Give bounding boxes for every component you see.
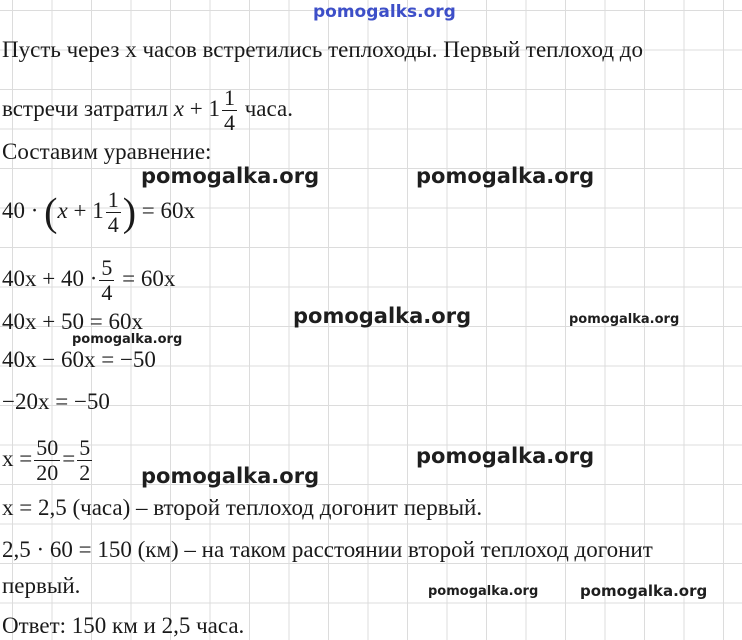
mixed-fraction	[222, 86, 237, 135]
eq6-f1-denominator: 20	[36, 460, 59, 485]
eq1-left: 40 ·	[2, 197, 39, 223]
eq2-fraction	[99, 256, 114, 305]
line-2-suffix: часа.	[244, 95, 293, 121]
eq1-right: = 60x	[141, 197, 196, 223]
line-2-prefix: встречи затратил	[2, 95, 169, 121]
text-line-2	[2, 86, 293, 135]
watermark-6: pomogalka.org	[416, 444, 595, 468]
text-line-3: Составим уравнение:	[2, 139, 212, 164]
eq6-fraction-1	[34, 436, 60, 485]
watermark-1: pomogalka.org	[141, 164, 320, 188]
eq1-plus: + 1	[73, 197, 104, 223]
eq6-equals: =	[62, 445, 76, 471]
eq2-fraction-numerator: 5	[101, 255, 113, 280]
eq6-fraction-2	[77, 436, 92, 485]
fraction-denominator: 4	[223, 110, 235, 135]
watermark-top: pomogalks.org	[313, 2, 456, 22]
eq6-f2-numerator: 5	[79, 435, 91, 460]
answer-line: Ответ: 150 км и 2,5 часа.	[2, 613, 245, 638]
eq1-x: x	[57, 197, 68, 223]
eq6-f1-numerator: 50	[36, 435, 59, 460]
eq2-right: = 60x	[122, 265, 176, 291]
eq1-fraction	[106, 188, 121, 237]
eq6-f2-denominator: 2	[79, 460, 91, 485]
equation-6	[2, 436, 94, 485]
right-paren: )	[122, 189, 137, 235]
watermark-4: pomogalka.org	[569, 312, 680, 327]
eq6-left: x =	[2, 445, 33, 471]
watermark-3: pomogalka.org	[293, 304, 472, 328]
eq2-left: 40x + 40 ·	[2, 265, 98, 291]
fraction-numerator: 1	[223, 85, 235, 110]
watermark-2: pomogalka.org	[416, 164, 595, 188]
result-line-2a: 2,5 · 60 = 150 (км) – на таком расстоянии второй теплоход догонит	[2, 537, 653, 562]
equation-1	[2, 188, 195, 237]
left-paren: (	[44, 189, 58, 235]
line-2-plus: + 1	[189, 95, 220, 121]
result-line-2b: первый.	[2, 573, 81, 598]
equation-2	[2, 256, 175, 305]
eq2-fraction-denominator: 4	[101, 280, 113, 305]
eq1-fraction-numerator: 1	[107, 187, 119, 212]
equation-5: −20x = −50	[2, 389, 110, 414]
watermark-7: pomogalka.org	[141, 464, 320, 488]
text-line-1: Пусть через x часов встретились теплоходы. Первый теплоход до	[2, 37, 643, 62]
watermark-9: pomogalka.org	[580, 582, 708, 600]
equation-3: 40x + 50 = 60x	[2, 309, 143, 334]
line-2-x: x	[173, 95, 184, 121]
equation-4: 40x − 60x = −50	[2, 347, 156, 372]
watermark-8: pomogalka.org	[428, 584, 539, 599]
watermark-5: pomogalka.org	[72, 332, 183, 347]
result-line-1: x = 2,5 (часа) – второй теплоход догонит первый.	[2, 495, 483, 520]
eq1-fraction-denominator: 4	[107, 212, 119, 237]
